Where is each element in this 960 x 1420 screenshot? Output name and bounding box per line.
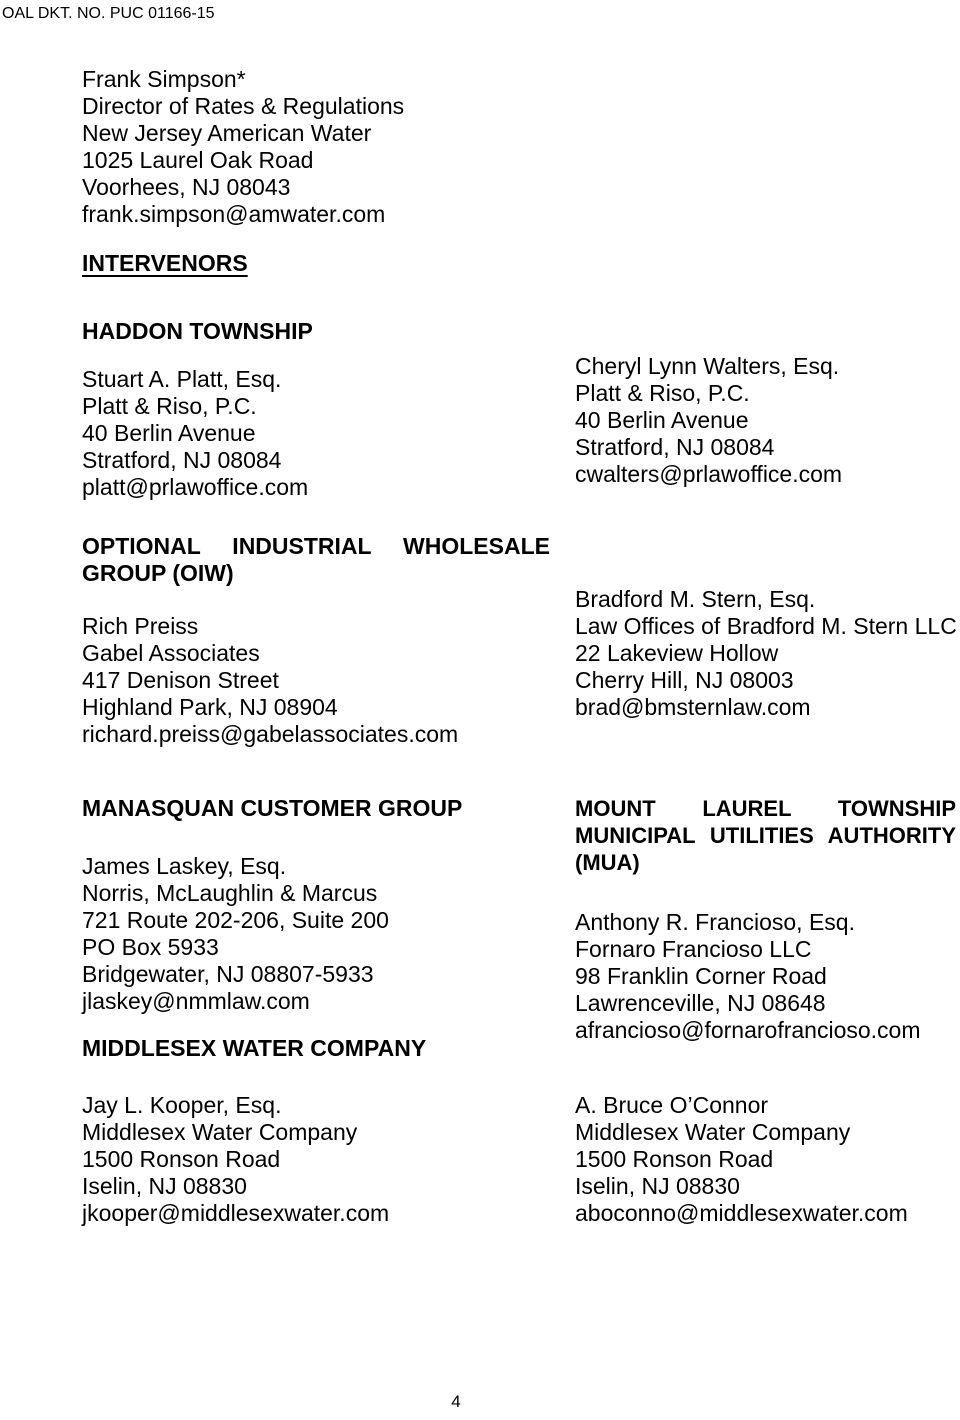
text-line: James Laskey, Esq. xyxy=(82,853,287,879)
contact-block-stuart-platt xyxy=(82,366,308,501)
contact-block-rich-preiss xyxy=(82,613,458,748)
section-heading-mount-laurel-mua xyxy=(575,795,956,876)
text-line: 1500 Ronson Road xyxy=(575,1146,774,1172)
section-heading-haddon-township: HADDON TOWNSHIP xyxy=(82,318,313,344)
text-line: Middlesex Water Company xyxy=(82,1119,358,1145)
text-line: Jay L. Kooper, Esq. xyxy=(82,1092,282,1118)
text-line: cwalters@prlawoffice.com xyxy=(575,461,843,487)
text-line: 98 Franklin Corner Road xyxy=(575,963,827,989)
text-line: Rich Preiss xyxy=(82,613,199,639)
text-line: Highland Park, NJ 08904 xyxy=(82,694,338,720)
text-line: MOUNT LAUREL TOWNSHIP xyxy=(575,796,956,821)
text-line: GROUP (OIW) xyxy=(82,560,234,586)
text-line: 417 Denison Street xyxy=(82,667,279,693)
text-line: 1500 Ronson Road xyxy=(82,1146,281,1172)
contact-block-james-laskey xyxy=(82,853,389,1015)
text-line: Fornaro Francioso LLC xyxy=(575,936,812,962)
section-heading-oiw-group xyxy=(82,533,550,587)
text-line: Frank Simpson* xyxy=(82,66,246,92)
text-line: Norris, McLaughlin & Marcus xyxy=(82,880,378,906)
section-heading-middlesex-water: MIDDLESEX WATER COMPANY xyxy=(82,1035,427,1061)
section-heading-intervenors: INTERVENORS xyxy=(82,250,248,276)
contact-block-anthony-francioso xyxy=(575,909,921,1044)
text-line: brad@bmsternlaw.com xyxy=(575,694,811,720)
text-line: Cherry Hill, NJ 08003 xyxy=(575,667,794,693)
text-line: 1025 Laurel Oak Road xyxy=(82,147,314,173)
text-line: Anthony R. Francioso, Esq. xyxy=(575,909,855,935)
text-line: Middlesex Water Company xyxy=(575,1119,851,1145)
text-line: Stratford, NJ 08084 xyxy=(575,434,775,460)
text-line: Stuart A. Platt, Esq. xyxy=(82,366,282,392)
contact-block-jay-kooper xyxy=(82,1092,389,1227)
text-line: New Jersey American Water xyxy=(82,120,372,146)
text-line: Stratford, NJ 08084 xyxy=(82,447,282,473)
text-line: Lawrenceville, NJ 08648 xyxy=(575,990,826,1016)
contact-block-bruce-oconnor xyxy=(575,1092,908,1227)
text-line: Director of Rates & Regulations xyxy=(82,93,405,119)
contact-block-bradford-stern xyxy=(575,586,957,721)
text-line: Platt & Riso, P.C. xyxy=(575,380,750,406)
text-line: aboconno@middlesexwater.com xyxy=(575,1200,908,1226)
text-line: Bridgewater, NJ 08807-5933 xyxy=(82,961,374,987)
text-line: Voorhees, NJ 08043 xyxy=(82,174,291,200)
section-heading-manasquan: MANASQUAN CUSTOMER GROUP xyxy=(82,795,463,821)
text-line: PO Box 5933 xyxy=(82,934,219,960)
text-line: A. Bruce O’Connor xyxy=(575,1092,769,1118)
text-line: platt@prlawoffice.com xyxy=(82,474,309,500)
text-line: richard.preiss@gabelassociates.com xyxy=(82,721,459,747)
text-line: Gabel Associates xyxy=(82,640,260,666)
text-line: frank.simpson@amwater.com xyxy=(82,201,386,227)
text-line: jkooper@middlesexwater.com xyxy=(82,1200,390,1226)
text-line: jlaskey@nmmlaw.com xyxy=(82,988,310,1014)
text-line: Cheryl Lynn Walters, Esq. xyxy=(575,353,840,379)
contact-block-frank-simpson xyxy=(82,66,404,228)
text-line: OPTIONAL INDUSTRIAL WHOLESALE xyxy=(82,533,550,559)
text-line: 40 Berlin Avenue xyxy=(82,420,256,446)
text-line: afrancioso@fornarofrancioso.com xyxy=(575,1017,921,1043)
text-line: Bradford M. Stern, Esq. xyxy=(575,586,816,612)
text-line: (MUA) xyxy=(575,850,640,875)
text-line: MUNICIPAL UTILITIES AUTHORITY xyxy=(575,823,956,848)
text-line: 721 Route 202-206, Suite 200 xyxy=(82,907,389,933)
text-line: Platt & Riso, P.C. xyxy=(82,393,257,419)
docket-number: OAL DKT. NO. PUC 01166-15 xyxy=(2,5,215,22)
contact-block-cheryl-walters xyxy=(575,353,842,488)
text-line: Iselin, NJ 08830 xyxy=(575,1173,740,1199)
text-line: 40 Berlin Avenue xyxy=(575,407,749,433)
text-line: 22 Lakeview Hollow xyxy=(575,640,779,666)
page-number: 4 xyxy=(451,1392,461,1411)
text-line: Iselin, NJ 08830 xyxy=(82,1173,247,1199)
text-line: Law Offices of Bradford M. Stern LLC xyxy=(575,613,957,639)
